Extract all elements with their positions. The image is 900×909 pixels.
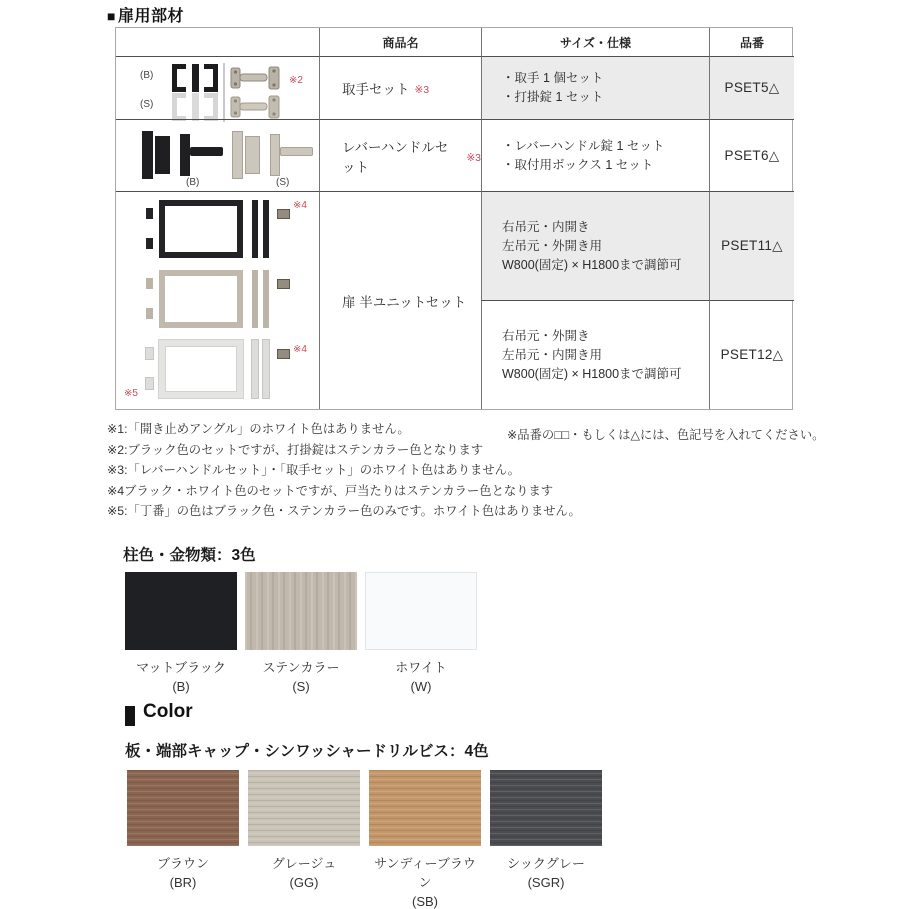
product-name-cell [319, 56, 481, 119]
frame-rail-icon [252, 200, 258, 258]
door-frame-unit-stainless [146, 268, 306, 334]
section-title-text: 扉用部材 [117, 8, 184, 25]
lever-handle-black [142, 127, 232, 189]
lever-handle-image-cell [116, 119, 319, 191]
product-name: レバーハンドルセット [342, 139, 449, 175]
spec-line: 左吊元・内開き用 [502, 347, 603, 362]
swatch-white [365, 572, 477, 694]
mortise-lock-body-icon [245, 136, 260, 174]
frame-rail-icon [263, 270, 269, 328]
handle-plate-icon [180, 134, 190, 176]
color-swatch [369, 770, 481, 846]
door-stopper-icon [278, 280, 289, 288]
swatch-sandy-brown [369, 770, 481, 909]
part-number-cell: PSET12△ [709, 300, 794, 409]
color-swatch [125, 572, 237, 650]
spec-line: 右吊元・外開き [502, 328, 590, 343]
lever-handle-icon [280, 147, 313, 156]
finish-label: (S) [276, 177, 290, 188]
spec-line: 右吊元・内開き [502, 219, 590, 234]
swatch-name: サンディーブラウン [374, 856, 476, 890]
table-header-image [116, 28, 319, 56]
swatch-greige [248, 770, 360, 890]
footnote-mark-3: ※3 [414, 84, 430, 96]
door-frame-icon [159, 340, 243, 398]
door-frame-icon [159, 270, 243, 328]
finish-label: (B) [140, 70, 154, 81]
handle-set-image-cell [116, 56, 319, 119]
door-pull-side-icon [192, 64, 199, 92]
hinge-icon [146, 278, 153, 289]
table-header-spec: サイズ・仕様 [481, 28, 709, 56]
color-swatch [245, 572, 357, 650]
spec-line: ・打掛錠 1 セット [502, 90, 604, 104]
hinge-icon [146, 378, 153, 389]
door-pull-icon [204, 64, 218, 92]
swatch-code: (W) [410, 679, 432, 694]
door-frame-unit-black [146, 198, 306, 264]
part-number-cell: PSET11△ [709, 191, 794, 300]
frame-rail-icon [263, 200, 269, 258]
swatch-matte-black [125, 572, 237, 694]
hinge-icon [146, 238, 153, 249]
footnote-mark-5: ※5 [124, 388, 138, 399]
swatch-name: マットブラック [136, 660, 226, 675]
mortise-lock-icon [232, 131, 243, 179]
door-stopper-icon [278, 350, 289, 358]
swatch-code: (BR) [169, 875, 197, 890]
latch-lock-icon [230, 94, 285, 120]
footnote: ※3:「レバーハンドルセット」・「取手セット」のホワイト色はありません。 [107, 463, 520, 477]
spec-cell [481, 191, 709, 300]
swatch-name: シックグレー [507, 856, 585, 871]
trim-bar-icon [223, 63, 225, 93]
swatch-code: (S) [292, 679, 310, 694]
footnote: ※1:「開き止めアングル」のホワイト色はありません。 [107, 422, 410, 436]
door-pull-icon [172, 64, 186, 92]
door-stopper-icon [278, 210, 289, 218]
spec-line: W800(固定) × H1800まで調節可 [502, 257, 682, 272]
lever-handle-stainless [232, 127, 322, 189]
lever-handle-icon [190, 147, 223, 156]
hinge-icon [146, 308, 153, 319]
door-pull-icon [172, 93, 186, 121]
footnote-mark-3: ※3 [466, 151, 481, 164]
footnote-mark-4: ※4 [293, 200, 307, 211]
latch-lock-icon [230, 65, 285, 91]
table-header-product: 商品名 [319, 28, 481, 56]
door-unit-image-cell [116, 191, 319, 409]
spec-cell [481, 56, 709, 119]
hinge-icon [146, 208, 153, 219]
spec-line: W800(固定) × H1800まで調節可 [502, 366, 682, 381]
product-name-cell [319, 119, 481, 191]
frame-rail-icon [263, 340, 269, 398]
door-parts-table [115, 27, 793, 410]
part-number-cell: PSET6△ [709, 119, 794, 191]
swatch-name: ブラウン [156, 856, 209, 871]
swatch-code: (GG) [289, 875, 319, 890]
handle-set-black-row [116, 62, 319, 94]
part-number-cell: PSET5△ [709, 56, 794, 119]
swatch-code: (SGR) [527, 875, 565, 890]
section-title-door-parts [107, 3, 184, 26]
trim-bar-icon [223, 92, 225, 122]
footnote: ※2:ブラック色のセットですが、打掛錠はステンカラー色となります [107, 442, 484, 457]
board-colors-title: 板・端部キャップ・シンワッシャードリルビス：4色 [125, 743, 489, 760]
frame-rail-icon [252, 340, 258, 398]
door-frame-unit-white [146, 338, 306, 404]
hardware-colors-title: 柱色・金物類：3色 [123, 547, 256, 564]
swatch-brown [127, 770, 239, 890]
part-number-note: ※品番の□□・もしくは△には、色記号を入れてください。 [507, 428, 825, 442]
footnote-mark-2: ※2 [289, 75, 303, 86]
finish-label: (B) [186, 177, 200, 188]
handle-plate-icon [270, 134, 280, 176]
product-name: 扉 半ユニットセット [342, 294, 467, 310]
swatch-name: グレージュ [271, 856, 337, 871]
black-square-marker: ■ [107, 8, 116, 24]
table-header-code: 品番 [709, 28, 794, 56]
spec-cell [481, 119, 709, 191]
color-section-bar [125, 706, 135, 726]
door-frame-icon [159, 200, 243, 258]
door-pull-side-icon [192, 93, 199, 121]
frame-rail-icon [252, 270, 258, 328]
mortise-lock-body-icon [155, 136, 170, 174]
door-pull-icon [204, 93, 218, 121]
product-name: 取手セット [342, 82, 410, 97]
swatch-name: ステンカラー [262, 660, 340, 675]
product-name-cell [319, 191, 481, 409]
footnote-mark-4: ※4 [293, 344, 307, 355]
color-swatch [490, 770, 602, 846]
spec-line: ・取付用ボックス 1 セット [502, 157, 654, 172]
hinge-icon [146, 348, 153, 359]
spec-line: ・取手 1 個セット [502, 71, 604, 85]
spec-line: ・レバーハンドル錠 1 セット [502, 138, 665, 153]
swatch-stain-color [245, 572, 357, 694]
color-swatch [127, 770, 239, 846]
footnote: ※4ブラック・ホワイト色のセットですが、戸当たりはステンカラー色となります [107, 483, 554, 498]
swatch-chic-gray [490, 770, 602, 890]
color-section-title: Color [143, 701, 193, 722]
mortise-lock-icon [142, 131, 153, 179]
finish-label: (S) [140, 99, 154, 110]
spec-line: 左吊元・外開き用 [502, 238, 603, 253]
spec-cell [481, 300, 709, 409]
color-swatch [365, 572, 477, 650]
swatch-name: ホワイト [395, 660, 447, 675]
footnote: ※5:「丁番」の色はブラック色・ステンカラー色のみです。ホワイト色はありません。 [107, 504, 581, 518]
swatch-code: (SB) [412, 894, 438, 909]
swatch-code: (B) [172, 679, 190, 694]
color-swatch [248, 770, 360, 846]
